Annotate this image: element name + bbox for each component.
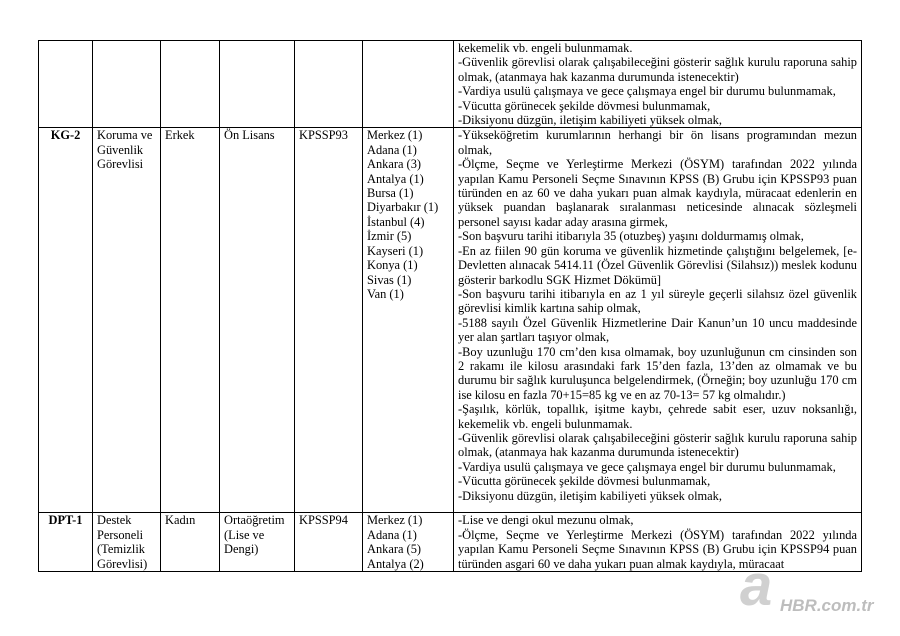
position-title-cell: Koruma ve Güvenlik Görevlisi <box>93 128 161 513</box>
watermark-text: HBR.com.tr <box>780 596 874 615</box>
gender-cell <box>161 41 220 128</box>
location-item: Bursa (1) <box>367 186 414 201</box>
requirement-item: kekemelik vb. engeli bulunmamak. <box>458 41 633 55</box>
locations-cell <box>363 41 454 128</box>
requirement-item: -Son başvuru tarihi itibarıyla 35 (otuzbeş) yaşını doldurmamış olmak, <box>458 229 804 244</box>
requirement-item: -5188 sayılı Özel Güvenlik Hizmetlerine Dair Kanun’un 10 uncu maddesinde yer alan şartları taşıyor olmak, <box>458 315 857 345</box>
requirements-cell <box>454 41 862 128</box>
requirement-item: -Son başvuru tarihi itibarıyla en az 1 yıl süreyle geçerli silahsız özel güvenlik görevlisi kimlik kartına sahip olmak, <box>458 286 857 316</box>
position-title-cell <box>93 41 161 128</box>
education-cell <box>220 41 295 128</box>
requirement-item: -Güvenlik görevlisi olarak çalışabileceğini gösterir sağlık kurulu raporuna sahip olmak, (atanmaya hak kazanma durumunda istenecektir) <box>458 55 857 84</box>
locations-cell <box>363 128 454 513</box>
location-item: Adana (1) <box>367 142 417 157</box>
location-item: Diyarbakır (1) <box>367 200 439 215</box>
education-cell: Ortaöğretim (Lise ve Dengi) <box>220 513 295 572</box>
location-item: Kayseri (1) <box>367 243 424 258</box>
table-body <box>39 41 862 572</box>
location-item: İzmir (5) <box>367 229 412 244</box>
requirement-item: -Şaşılık, körlük, topallık, işitme kaybı, çehrede sabit eser, uzuv noksanlığı, kekemelik vb. engeli bulunmamak. <box>458 402 857 431</box>
score-type-cell: KPSSP94 <box>295 513 363 572</box>
location-item: Sivas (1) <box>367 272 412 287</box>
watermark <box>740 553 900 636</box>
position-code-cell: DPT-1 <box>39 513 93 572</box>
requirement-item: -Vardiya usulü çalışmaya ve gece çalışmaya engel bir durumu bulunmamak, <box>458 84 836 99</box>
position-code-cell <box>39 41 93 128</box>
location-item: Antalya (1) <box>367 171 424 186</box>
requirement-item: -Güvenlik görevlisi olarak çalışabileceğini gösterir sağlık kurulu raporuna sahip olmak, (atanmaya hak kazanma durumunda istenecektir) <box>458 430 857 460</box>
location-item: Antalya (2) <box>367 556 424 571</box>
locations-cell <box>363 513 454 572</box>
requirement-item: -Vücutta görünecek şekilde dövmesi bulunmamak, <box>458 98 711 113</box>
location-item: Adana (1) <box>367 527 417 542</box>
gender-cell: Erkek <box>161 128 220 513</box>
requirement-item: -Lise ve dengi okul mezunu olmak, <box>458 513 634 528</box>
requirement-item: -Ölçme, Seçme ve Yerleştirme Merkezi (ÖSYM) tarafından 2022 yılında yapılan Kamu Personeli Seçme Sınavının KPSS (B) Grubu için KPSSP94 puan türünden asgari 60 ve daha yukarı puan almak kaydıyla, müracaat <box>458 527 857 571</box>
requirement-item: -Vücutta görünecek şekilde dövmesi bulunmamak, <box>458 474 711 489</box>
requirement-item: -Ölçme, Seçme ve Yerleştirme Merkezi (ÖSYM) tarafından 2022 yılında yapılan Kamu Personeli Seçme Sınavının KPSS (B) Grubu için KPSSP93 puan türünden en az 60 ve daha yukarı puan almak kaydıyla, müracaat edenlerin en yüksek puandan başlanarak sıralanması neticesinde alınacak sözleşmeli personel sayısı kadar aday arasına girmek, <box>458 157 857 229</box>
table-row <box>39 41 862 128</box>
requirement-item: -Yükseköğretim kurumlarının herhangi bir ön lisans programından mezun olmak, <box>458 128 857 157</box>
requirement-item: -Vardiya usulü çalışmaya ve gece çalışmaya engel bir durumu bulunmamak, <box>458 459 836 474</box>
location-item: Konya (1) <box>367 258 418 273</box>
requirement-item: -Diksiyonu düzgün, iletişim kabiliyeti yüksek olmak, <box>458 488 722 503</box>
location-item: Merkez (1) <box>367 513 423 528</box>
positions-table <box>38 40 862 572</box>
watermark-logo: a <box>740 553 773 618</box>
requirement-item: -Boy uzunluğu 170 cm’den kısa olmamak, boy uzunluğunun cm cinsinden son 2 rakamı ile kilosu arasındaki fark 15’den fazla, 13’den az olmamak ve bu durumu bir sağlık kuruluşunca belgelendirmek, (Örneğin; boy uzunluğu 170 cm ise kilosu en fazla 70+15=85 kg ve en az 70-13= 57 kg olmalıdır.) <box>458 344 857 402</box>
table-row <box>39 128 862 513</box>
requirement-item: -En az fiilen 90 gün koruma ve güvenlik hizmetinde çalıştığını belgelemek, [e-Devletten alınacak 5414.11 (Özel Güvenlik Görevlisi (Silahsız)) meslek kodunu gösterir barkodlu SGK Hizmet Dökümü] <box>458 243 857 287</box>
location-item: Ankara (3) <box>367 157 422 172</box>
location-item: Merkez (1) <box>367 128 423 143</box>
position-code-cell: KG-2 <box>39 128 93 513</box>
table-row <box>39 513 862 572</box>
requirements-cell <box>454 128 862 513</box>
location-item: Van (1) <box>367 286 404 301</box>
location-item: Ankara (5) <box>367 542 422 557</box>
position-title-cell: Destek Personeli (Temizlik Görevlisi) <box>93 513 161 572</box>
location-item: İstanbul (4) <box>367 214 425 229</box>
score-type-cell: KPSSP93 <box>295 128 363 513</box>
requirement-item: -Diksiyonu düzgün, iletişim kabiliyeti yüksek olmak, <box>458 113 722 128</box>
score-type-cell <box>295 41 363 128</box>
education-cell: Ön Lisans <box>220 128 295 513</box>
gender-cell: Kadın <box>161 513 220 572</box>
